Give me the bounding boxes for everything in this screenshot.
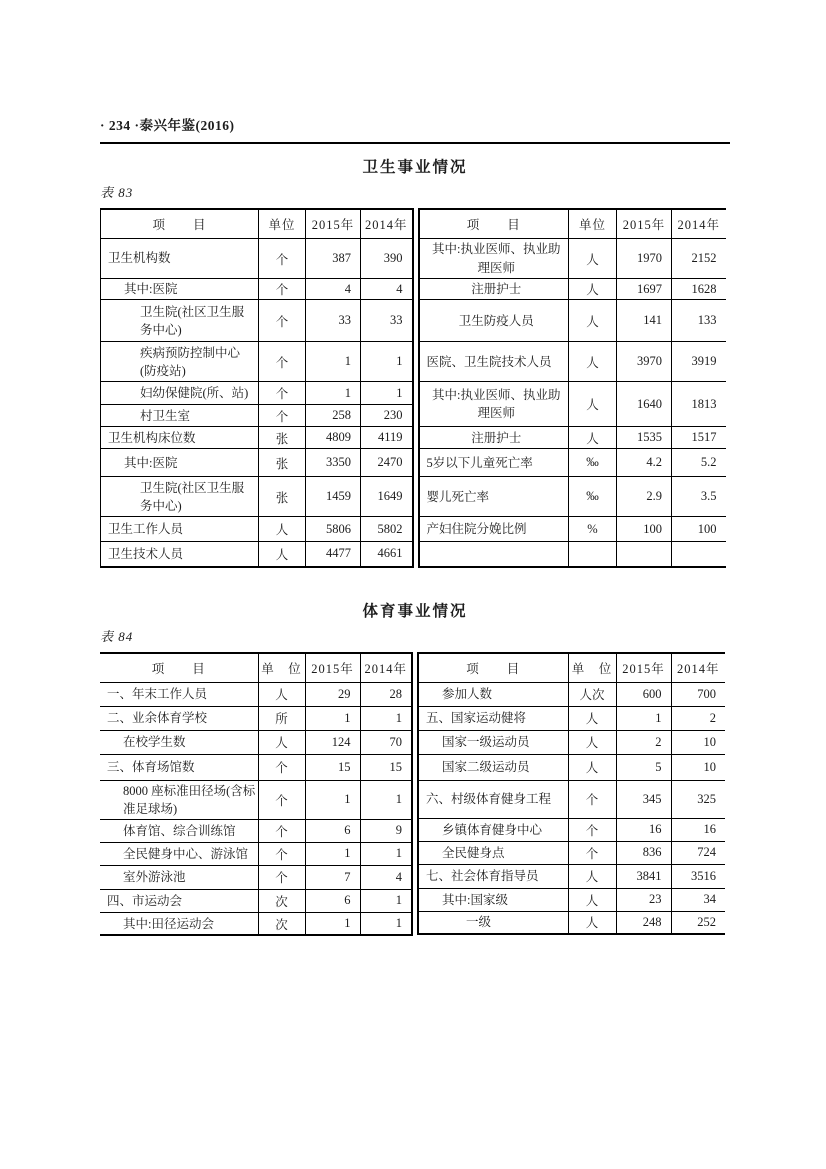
table-row	[101, 342, 413, 382]
table-row	[419, 342, 726, 382]
value-2014-cell: 34	[671, 888, 725, 911]
item-cell: 其中:执业医师、执业助理医师	[419, 239, 569, 279]
table-row	[419, 517, 726, 542]
table-row	[100, 682, 412, 706]
item-cell: 室外游泳池	[100, 865, 258, 889]
unit-cell: 张	[259, 427, 306, 449]
table-row	[100, 780, 412, 819]
item-cell: 一级	[418, 911, 568, 934]
value-2015-cell: 1	[306, 342, 361, 382]
item-cell: 疾病预防控制中心(防疫站)	[101, 342, 259, 382]
value-2014-cell: 28	[360, 682, 412, 706]
value-2015-cell: 1	[305, 842, 360, 865]
column-header-item: 项 目	[101, 209, 259, 239]
column-header-2014: 2014年	[360, 653, 412, 683]
table-row	[418, 682, 725, 706]
value-2015-cell: 1	[306, 382, 361, 405]
value-2015-cell: 1697	[617, 279, 672, 300]
unit-cell: 个	[568, 780, 616, 818]
header-row	[101, 209, 413, 239]
unit-cell: 个	[258, 842, 305, 865]
value-2015-cell: 1640	[617, 382, 672, 427]
column-header-2014: 2014年	[361, 209, 413, 239]
column-header-2015: 2015年	[617, 209, 672, 239]
unit-cell	[569, 542, 617, 567]
item-cell: 四、市运动会	[100, 889, 258, 912]
value-2014-cell: 1649	[361, 477, 413, 517]
unit-cell: 个	[259, 342, 306, 382]
item-cell: 乡镇体育健身中心	[418, 818, 568, 841]
value-2014-cell: 4661	[361, 542, 413, 567]
table-row	[101, 239, 413, 279]
unit-cell: 人	[568, 864, 616, 888]
item-cell: 8000 座标准田径场(含标准足球场)	[100, 780, 258, 819]
value-2014-cell: 133	[672, 300, 726, 342]
value-2014-cell: 700	[671, 682, 725, 706]
value-2015-cell: 4477	[306, 542, 361, 567]
table-row	[101, 542, 413, 567]
item-cell: 5岁以下儿童死亡率	[419, 449, 569, 477]
value-2014-cell: 1	[361, 382, 413, 405]
value-2015-cell: 1970	[617, 239, 672, 279]
unit-cell: 人	[569, 382, 617, 427]
table-row	[419, 477, 726, 517]
value-2015-cell: 5806	[306, 517, 361, 542]
value-2015-cell: 836	[616, 841, 671, 864]
item-cell: 卫生工作人员	[101, 517, 259, 542]
value-2014-cell: 1	[360, 912, 412, 935]
table-row	[100, 912, 412, 935]
unit-cell: %	[569, 517, 617, 542]
health-table-left	[100, 208, 414, 568]
value-2014-cell: 100	[672, 517, 726, 542]
table-row	[418, 706, 725, 730]
item-cell: 六、村级体育健身工程	[418, 780, 568, 818]
table-row	[100, 889, 412, 912]
table-row	[418, 780, 725, 818]
item-cell: 国家二级运动员	[418, 754, 568, 780]
item-cell: 其中:国家级	[418, 888, 568, 911]
table-row	[101, 427, 413, 449]
unit-cell: ‰	[569, 449, 617, 477]
table-row	[419, 300, 726, 342]
value-2015-cell: 1	[305, 912, 360, 935]
unit-cell: 个	[568, 841, 616, 864]
value-2015-cell: 4	[306, 279, 361, 300]
item-cell: 卫生院(社区卫生服务中心)	[101, 477, 259, 517]
unit-cell: 人	[568, 754, 616, 780]
unit-cell: 人	[568, 730, 616, 754]
value-2015-cell: 141	[617, 300, 672, 342]
value-2015-cell: 1535	[617, 427, 672, 449]
value-2014-cell: 9	[360, 819, 412, 842]
table-row	[100, 706, 412, 730]
value-2014-cell: 16	[671, 818, 725, 841]
unit-cell: 人	[569, 342, 617, 382]
value-2014-cell: 4	[360, 865, 412, 889]
table-row	[418, 818, 725, 841]
column-header-2014: 2014年	[672, 209, 726, 239]
table-row	[101, 382, 413, 405]
unit-cell: 人	[568, 888, 616, 911]
value-2014-cell: 1	[360, 842, 412, 865]
table-row	[101, 517, 413, 542]
page-header: · 234 ·泰兴年鉴(2016)	[100, 118, 235, 133]
unit-cell: 人	[569, 239, 617, 279]
column-header-unit: 单位	[569, 209, 617, 239]
table-row	[419, 427, 726, 449]
table-row	[418, 841, 725, 864]
table-row	[101, 449, 413, 477]
unit-cell: 人	[568, 911, 616, 934]
value-2014-cell	[672, 542, 726, 567]
item-cell: 注册护士	[419, 427, 569, 449]
health-table-label: 表 83	[100, 185, 134, 200]
value-2014-cell: 1	[360, 889, 412, 912]
table-row	[418, 911, 725, 934]
value-2014-cell: 390	[361, 239, 413, 279]
item-cell: 卫生技术人员	[101, 542, 259, 567]
item-cell: 卫生防疫人员	[419, 300, 569, 342]
table-row	[418, 754, 725, 780]
unit-cell: 人	[569, 300, 617, 342]
value-2015-cell: 16	[616, 818, 671, 841]
unit-cell: 人	[569, 427, 617, 449]
column-header-2015: 2015年	[305, 653, 360, 683]
column-header-2015: 2015年	[306, 209, 361, 239]
item-cell: 其中:田径运动会	[100, 912, 258, 935]
value-2015-cell: 23	[616, 888, 671, 911]
unit-cell: 个	[258, 754, 305, 780]
item-cell: 二、业余体育学校	[100, 706, 258, 730]
value-2015-cell: 5	[616, 754, 671, 780]
item-cell: 婴儿死亡率	[419, 477, 569, 517]
value-2014-cell: 70	[360, 730, 412, 754]
value-2015-cell: 1	[616, 706, 671, 730]
column-header-unit: 单 位	[258, 653, 305, 683]
value-2014-cell: 4119	[361, 427, 413, 449]
table-row	[100, 730, 412, 754]
item-cell: 参加人数	[418, 682, 568, 706]
value-2015-cell: 124	[305, 730, 360, 754]
value-2015-cell: 345	[616, 780, 671, 818]
item-cell	[419, 542, 569, 567]
unit-cell: 个	[258, 780, 305, 819]
value-2014-cell: 10	[671, 754, 725, 780]
value-2015-cell: 29	[305, 682, 360, 706]
unit-cell: 个	[259, 300, 306, 342]
sports-section-title: 体育事业情况	[362, 602, 468, 620]
value-2014-cell: 325	[671, 780, 725, 818]
item-cell: 全民健身中心、游泳馆	[100, 842, 258, 865]
item-cell: 卫生院(社区卫生服务中心)	[101, 300, 259, 342]
table-row	[419, 449, 726, 477]
value-2014-cell: 1	[361, 342, 413, 382]
value-2015-cell	[617, 542, 672, 567]
value-2014-cell: 2152	[672, 239, 726, 279]
unit-cell: 个	[259, 405, 306, 427]
unit-cell: 张	[259, 477, 306, 517]
health-table-right	[418, 208, 726, 568]
unit-cell: 次	[258, 889, 305, 912]
table-row	[419, 382, 726, 427]
value-2015-cell: 33	[306, 300, 361, 342]
unit-cell: 个	[258, 865, 305, 889]
unit-cell: 人	[259, 517, 306, 542]
unit-cell: 人	[258, 682, 305, 706]
value-2015-cell: 2	[616, 730, 671, 754]
item-cell: 五、国家运动健将	[418, 706, 568, 730]
unit-cell: 人	[569, 279, 617, 300]
table-row	[419, 542, 726, 567]
table-row	[100, 842, 412, 865]
header-row	[419, 209, 726, 239]
unit-cell: 人	[568, 706, 616, 730]
header-row	[418, 653, 725, 683]
value-2014-cell: 15	[360, 754, 412, 780]
value-2014-cell: 252	[671, 911, 725, 934]
value-2014-cell: 5802	[361, 517, 413, 542]
table-row	[419, 279, 726, 300]
sports-table-left	[100, 652, 413, 937]
value-2014-cell: 33	[361, 300, 413, 342]
value-2014-cell: 1517	[672, 427, 726, 449]
unit-cell: 张	[259, 449, 306, 477]
column-header-2015: 2015年	[616, 653, 671, 683]
unit-cell: 个	[258, 819, 305, 842]
unit-cell: 个	[259, 279, 306, 300]
value-2015-cell: 3350	[306, 449, 361, 477]
column-header-item: 项 目	[418, 653, 568, 683]
health-section-title: 卫生事业情况	[362, 159, 468, 176]
item-cell: 全民健身点	[418, 841, 568, 864]
value-2014-cell: 230	[361, 405, 413, 427]
value-2015-cell: 15	[305, 754, 360, 780]
unit-cell: 次	[258, 912, 305, 935]
item-cell: 村卫生室	[101, 405, 259, 427]
value-2015-cell: 1459	[306, 477, 361, 517]
item-cell: 七、社会体育指导员	[418, 864, 568, 888]
value-2014-cell: 3.5	[672, 477, 726, 517]
item-cell: 卫生机构床位数	[101, 427, 259, 449]
item-cell: 注册护士	[419, 279, 569, 300]
table-row	[418, 864, 725, 888]
unit-cell: ‰	[569, 477, 617, 517]
value-2015-cell: 3970	[617, 342, 672, 382]
table-row	[100, 865, 412, 889]
item-cell: 其中:医院	[101, 279, 259, 300]
value-2014-cell: 2	[671, 706, 725, 730]
value-2015-cell: 387	[306, 239, 361, 279]
value-2014-cell: 3919	[672, 342, 726, 382]
value-2015-cell: 248	[616, 911, 671, 934]
value-2014-cell: 724	[671, 841, 725, 864]
table-row	[101, 279, 413, 300]
table-row	[100, 754, 412, 780]
unit-cell: 人次	[568, 682, 616, 706]
item-cell: 其中:医院	[101, 449, 259, 477]
column-header-2014: 2014年	[671, 653, 725, 683]
table-row	[419, 239, 726, 279]
item-cell: 三、体育场馆数	[100, 754, 258, 780]
table-row	[101, 405, 413, 427]
unit-cell: 个	[259, 239, 306, 279]
value-2015-cell: 600	[616, 682, 671, 706]
unit-cell: 人	[259, 542, 306, 567]
health-table	[100, 208, 730, 568]
item-cell: 产妇住院分娩比例	[419, 517, 569, 542]
item-cell: 其中:执业医师、执业助理医师	[419, 382, 569, 427]
column-header-item: 项 目	[419, 209, 569, 239]
value-2015-cell: 258	[306, 405, 361, 427]
value-2014-cell: 3516	[671, 864, 725, 888]
item-cell: 医院、卫生院技术人员	[419, 342, 569, 382]
column-header-unit: 单 位	[568, 653, 616, 683]
value-2015-cell: 1	[305, 780, 360, 819]
value-2014-cell: 1	[360, 780, 412, 819]
value-2014-cell: 1813	[672, 382, 726, 427]
item-cell: 妇幼保健院(所、站)	[101, 382, 259, 405]
header-row	[100, 653, 412, 683]
value-2015-cell: 7	[305, 865, 360, 889]
value-2014-cell: 5.2	[672, 449, 726, 477]
sports-table-label: 表 84	[100, 628, 134, 644]
table-row	[418, 888, 725, 911]
unit-cell: 个	[568, 818, 616, 841]
value-2014-cell: 1	[360, 706, 412, 730]
value-2015-cell: 1	[305, 706, 360, 730]
value-2015-cell: 2.9	[617, 477, 672, 517]
table-row	[101, 477, 413, 517]
sports-table	[100, 652, 730, 937]
value-2015-cell: 3841	[616, 864, 671, 888]
column-header-item: 项 目	[100, 653, 258, 683]
value-2015-cell: 6	[305, 889, 360, 912]
unit-cell: 所	[258, 706, 305, 730]
value-2015-cell: 100	[617, 517, 672, 542]
item-cell: 卫生机构数	[101, 239, 259, 279]
item-cell: 体育馆、综合训练馆	[100, 819, 258, 842]
value-2015-cell: 4.2	[617, 449, 672, 477]
value-2014-cell: 4	[361, 279, 413, 300]
item-cell: 一、年末工作人员	[100, 682, 258, 706]
value-2014-cell: 2470	[361, 449, 413, 477]
unit-cell: 个	[259, 382, 306, 405]
value-2015-cell: 6	[305, 819, 360, 842]
header-rule	[100, 142, 730, 144]
table-row	[101, 300, 413, 342]
value-2014-cell: 1628	[672, 279, 726, 300]
value-2015-cell: 4809	[306, 427, 361, 449]
unit-cell: 人	[258, 730, 305, 754]
table-row	[418, 730, 725, 754]
item-cell: 在校学生数	[100, 730, 258, 754]
sports-table-right	[417, 652, 725, 937]
item-cell: 国家一级运动员	[418, 730, 568, 754]
table-row	[100, 819, 412, 842]
column-header-unit: 单位	[259, 209, 306, 239]
value-2014-cell: 10	[671, 730, 725, 754]
